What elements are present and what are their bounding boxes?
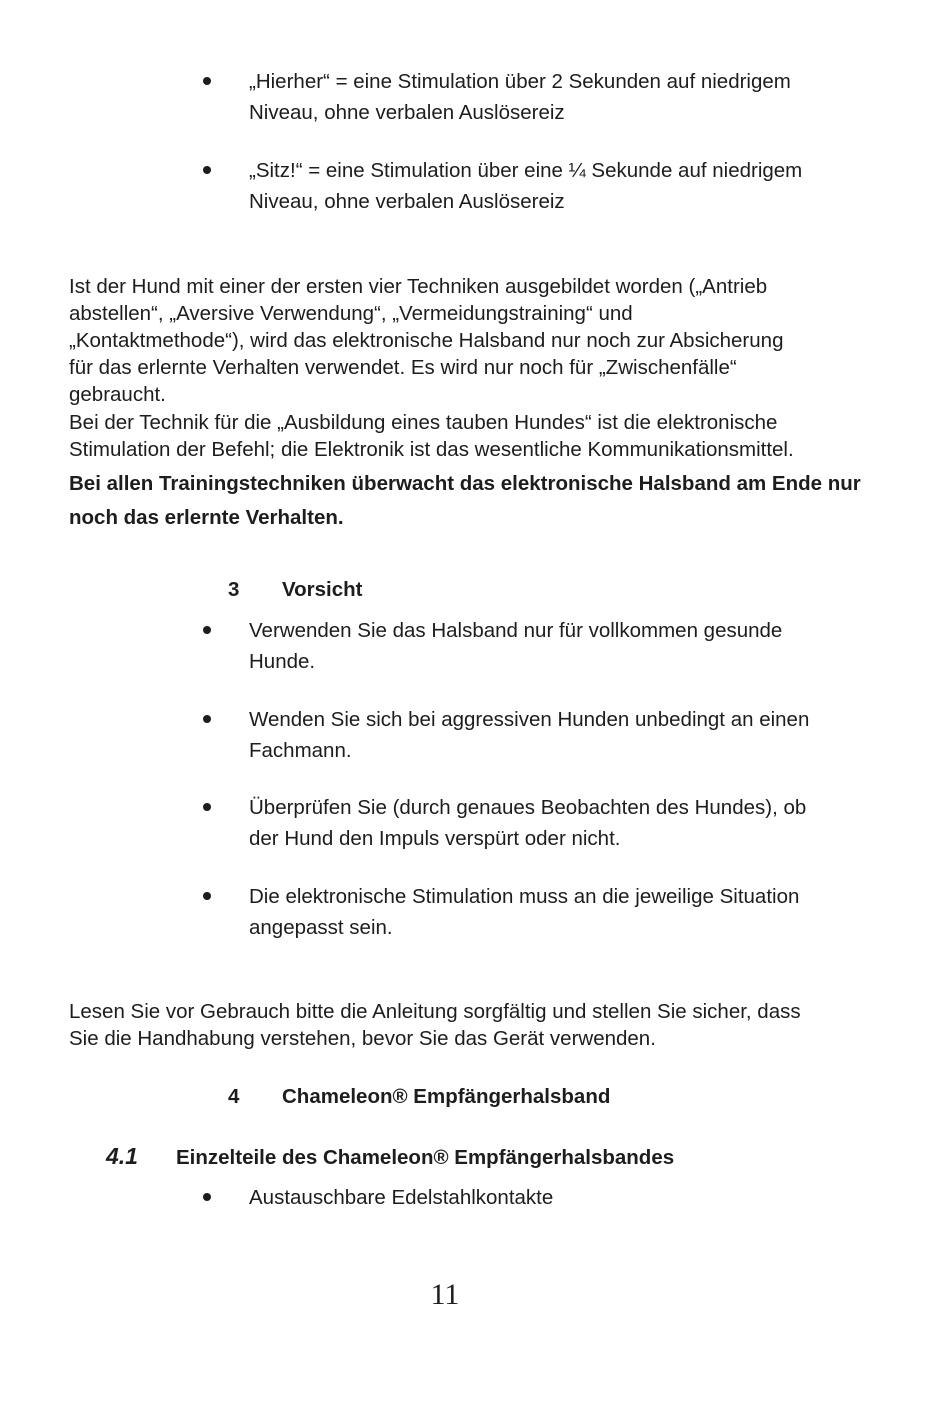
text-line: der Hund den Impuls verspürt oder nicht. [249, 827, 621, 850]
page-number: 11 [430, 1278, 460, 1311]
list-item-text [249, 615, 782, 677]
list-item [0, 792, 950, 856]
text-line: Lesen Sie vor Gebrauch bitte die Anleitung sorgfältig und stellen Sie sicher, dass [69, 1000, 801, 1023]
text-line: Fachmann. [249, 739, 352, 762]
list-item [0, 881, 950, 945]
text-line: Die elektronische Stimulation muss an die jeweilige Situation [249, 885, 800, 908]
text-line: „Kontaktmethode“), wird das elektronische Halsband nur noch zur Absicherung [69, 329, 784, 352]
text-line: Sie die Handhabung verstehen, bevor Sie das Gerät verwenden. [69, 1027, 656, 1050]
text-line: Stimulation der Befehl; die Elektronik ist das wesentliche Kommunikationsmittel. [69, 438, 794, 461]
section-title: Chameleon® Empfängerhalsband [282, 1085, 611, 1108]
text-line: gebraucht. [69, 383, 166, 406]
list-item [0, 704, 950, 768]
text-line: Wenden Sie sich bei aggressiven Hunden unbedingt an einen [249, 708, 810, 731]
paragraph-emphasis [69, 467, 861, 535]
bullet-marker [203, 77, 211, 85]
list-item [0, 66, 950, 130]
text-line: Überprüfen Sie (durch genaues Beobachten des Hundes), ob [249, 796, 807, 819]
text-line: Bei allen Trainingstechniken überwacht das elektronische Halsband am Ende nur [69, 472, 861, 495]
section-heading [0, 575, 950, 605]
list-item [0, 1182, 950, 1246]
section-heading [0, 1082, 950, 1112]
text-line: „Hierher“ = eine Stimulation über 2 Sekunden auf niedrigem [249, 70, 791, 93]
paragraph-training [69, 273, 783, 408]
text-line: Austauschbare Edelstahlkontakte [249, 1186, 554, 1209]
section-title: Vorsicht [282, 578, 363, 601]
text-line: Ist der Hund mit einer der ersten vier Techniken ausgebildet worden („Antrieb [69, 275, 768, 298]
text-line: Bei der Technik für die „Ausbildung eines tauben Hundes“ ist die elektronische [69, 411, 778, 434]
paragraph-deaf-dog [69, 409, 794, 463]
text-line: Hunde. [249, 650, 316, 673]
text-line: Verwenden Sie das Halsband nur für vollkommen gesunde [249, 619, 783, 642]
list-item-text [249, 704, 809, 766]
list-item-text [249, 881, 799, 943]
subsection-heading [0, 1143, 950, 1173]
list-item-text [249, 66, 791, 128]
paragraph-instructions [69, 998, 801, 1052]
text-line: „Sitz!“ = eine Stimulation über eine ¼ Sekunde auf niedrigem [249, 159, 803, 182]
list-item [0, 155, 950, 219]
list-item-text [249, 1182, 553, 1213]
bullet-marker [203, 715, 211, 723]
section-number: 3 [228, 578, 240, 601]
bullet-marker [203, 626, 211, 634]
text-line: noch das erlernte Verhalten. [69, 506, 344, 529]
text-line: Niveau, ohne verbalen Auslösereiz [249, 190, 565, 213]
text-line: Niveau, ohne verbalen Auslösereiz [249, 101, 565, 124]
bullet-marker [203, 803, 211, 811]
section-number: 4 [228, 1085, 240, 1108]
bullet-marker [203, 892, 211, 900]
text-line: für das erlernte Verhalten verwendet. Es wird nur noch für „Zwischenfälle“ [69, 356, 737, 379]
text-line: angepasst sein. [249, 916, 393, 939]
subsection-title: Einzelteile des Chameleon® Empfängerhalsbandes [176, 1146, 675, 1169]
list-item-text [249, 155, 802, 217]
list-item-text [249, 792, 806, 854]
text-line: abstellen“, „Aversive Verwendung“, „Vermeidungstraining“ und [69, 302, 633, 325]
list-item [0, 615, 950, 679]
bullet-marker [203, 1193, 211, 1201]
subsection-number: 4.1 [106, 1143, 138, 1169]
bullet-marker [203, 166, 211, 174]
